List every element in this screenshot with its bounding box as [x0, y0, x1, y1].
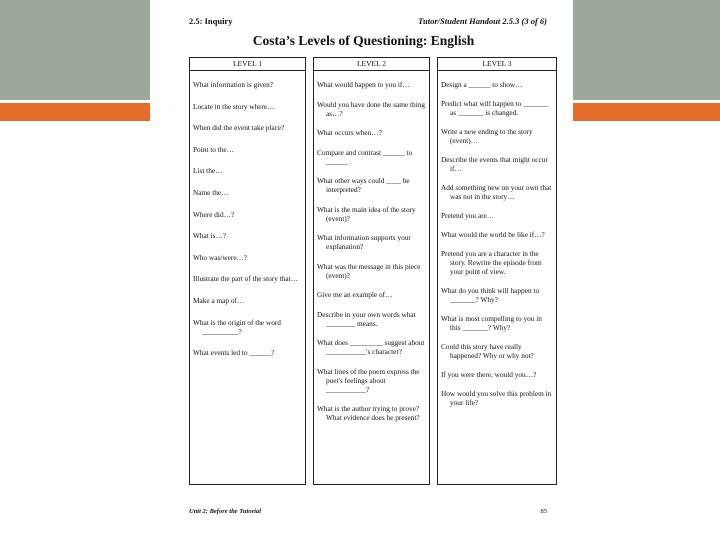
question-item: How would you solve this problem in your life? [441, 389, 552, 407]
question-item: Write a new ending to the story (event)… [441, 127, 533, 145]
question-item: Who was/were…? [193, 252, 248, 262]
question-item: What is…? [193, 231, 227, 241]
question-item: What is the main idea of the story (event)? [317, 204, 416, 223]
question-item: Would you have done the same thing as…? [317, 99, 426, 118]
question-item: When did the event take place? [193, 123, 285, 133]
question-item: What is most compelling to you in this _______? Why? [441, 314, 542, 332]
question-item: Name the… [193, 187, 229, 197]
question-item: What other ways could ____ be interpreted? [317, 176, 410, 194]
question-item: Design a ______ to show… [441, 80, 523, 89]
question-item: If you were there, would you…? [441, 370, 537, 379]
question-item: Compare and contrast ______ to ______ . [317, 147, 413, 166]
question-item: What was the message in this piece (event)? [317, 261, 421, 280]
question-item: Where did…? [193, 209, 235, 219]
question-item: What would happen to you if… [317, 80, 410, 89]
level-2-heading: LEVEL 2 [314, 58, 429, 71]
question-item: Make a map of… [193, 295, 245, 305]
level-2-column [313, 57, 430, 485]
question-item: What would the world be like if…? [441, 230, 545, 239]
question-item: What occurs when…? [317, 128, 382, 137]
section-label: 2.5: Inquiry [189, 16, 233, 26]
question-item: Could this story have really happened? Why or why not? [441, 342, 534, 360]
level-1-column [189, 57, 306, 485]
question-item: Locate in the story where… [193, 101, 275, 111]
question-item: What is the author trying to prove? What evidence does he present? [317, 404, 420, 422]
left-orange-accent-bar [0, 103, 150, 121]
question-item: What is the origin of the word __________? [193, 317, 281, 336]
question-item: Illustrate the part of the story that… [193, 274, 298, 284]
left-gray-accent-bar [0, 0, 150, 100]
question-item: What do you think will happen to _______? Why? [441, 286, 540, 304]
level-1-heading: LEVEL 1 [190, 58, 305, 71]
level-3-heading: LEVEL 3 [438, 58, 556, 71]
level-2-items [314, 71, 429, 422]
question-item: Describe in your own words what ________ means. [317, 309, 416, 328]
handout-label: Tutor/Student Handout 2.5.3 (3 of 6) [418, 16, 547, 26]
question-item: Predict what will happen to _______ as _______ is changed. [441, 99, 549, 117]
question-item: Add something new on your own that was not in the story… [441, 183, 552, 201]
question-item: List the… [193, 166, 223, 176]
question-item: What events led to ______? [193, 348, 275, 358]
question-item: What lines of the poem express the poet's feelings about ___________? [317, 366, 420, 394]
question-item: Point to the… [193, 144, 234, 154]
right-gray-accent-bar [573, 0, 720, 100]
question-item: Pretend you are… [441, 211, 495, 220]
page-title: Costa’s Levels of Questioning: English [252, 33, 475, 48]
level-3-column [437, 57, 557, 485]
page-number: 85 [540, 508, 547, 515]
question-item: Pretend you are a character in the story. Rewrite the episode from your point of view. [441, 249, 542, 276]
question-item: Give me an example of… [317, 290, 393, 299]
question-item: What does _________ suggest about ___________'s character? [317, 338, 425, 356]
level-3-items [438, 71, 556, 407]
footer-unit-label: Unit 2: Before the Tutorial [189, 508, 261, 515]
right-orange-accent-bar [573, 103, 720, 121]
handout-page [160, 0, 567, 540]
level-1-items [190, 71, 305, 357]
question-item: What information is given? [193, 80, 274, 89]
question-item: Describe the events that might occur if… [441, 155, 548, 173]
question-item: What information supports your explanation? [317, 233, 411, 251]
